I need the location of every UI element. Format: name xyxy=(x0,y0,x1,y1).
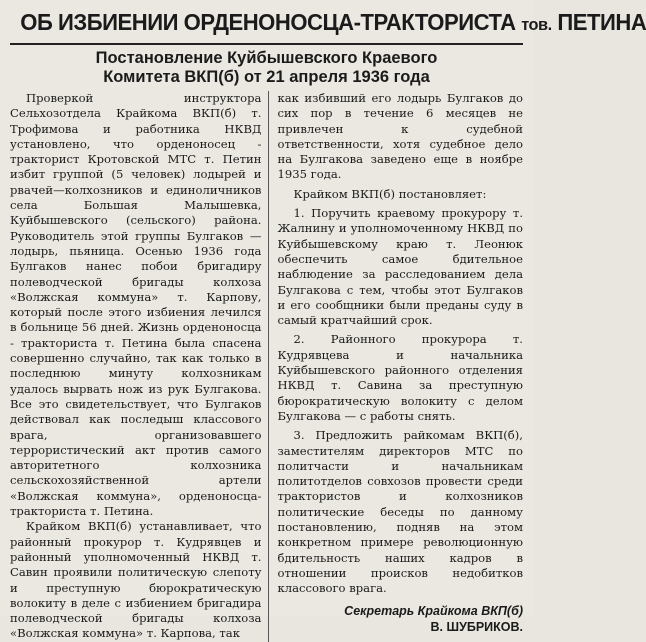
headline-name: ПЕТИНА xyxy=(557,9,646,35)
resolution-item-3: 3. Предложить райкомам ВКП(б), заместителям директоров МТС по политчасти и начальникам политотделов совхозов провести среди трактористов и колхозников политические беседы по данному постановлению, подняв на этом конкретном примере революционную бдительность наших кадров в отношении происков недобитков классового врага. xyxy=(277,428,523,596)
paragraph-resolves: Крайком ВКП(б) постановляет: xyxy=(293,186,487,201)
article-subtitle xyxy=(10,49,523,87)
article-headline xyxy=(20,8,646,39)
subtitle-line-1: Постановление Куйбышевского Краевого xyxy=(95,49,438,67)
signature-title: Секретарь Крайкома ВКП(б) xyxy=(344,603,523,618)
paragraph-committee-establishes: Крайком ВКП(б) устанавливает, что районный прокурор т. Кудрявцев и районный уполномоченный НКВД т. Савин проявили политическую слепоту и преступную бюрократическую волокиту в деле с избиением бригадира полеводческой бригады колхоза «Волжская коммуна» т. Карпова, так xyxy=(10,519,262,641)
headline-abbrev: тов. xyxy=(521,15,552,34)
paragraph-findings: Проверкой инструктора Сельхозотдела Крайкома ВКП(б) т. Трофимова и работника НКВД установлено, что орденоносец - тракторист Кротовской МТС т. Петин избит группой (5 человек) лодырей и рвачей—колхозников и единоличников села Большая Малышевка, Куйбышевского (сельского) района. Руководитель этой группы Булгаков — лодырь, пьяница. Осенью 1936 года Булгаков нанес побои бригадиру полеводческой бригады колхоза «Волжская коммуна» т. Карпову, который после этого избиения лечился в больнице 56 дней. Жизнь орденоносца - тракториста т. Петина была спасена совершенно случайно, так как только в последнюю минуту колхозникам удалось вырвать нож из рук Булгакова. Все это свидетельствует, что Булгаков действовал как последыш классового врага, организовавшего террористический акт против самого авторитетного колхозника сельскохозяйственной артели «Волжская коммуна», орденоносца-тракториста т. Петина. xyxy=(10,91,262,519)
headline-rule xyxy=(10,43,523,45)
right-column xyxy=(269,91,523,635)
signature-name: В. ШУБРИКОВ. xyxy=(430,619,523,634)
paragraph-continuation: как избивший его лодырь Булгаков до сих пор в течение 6 месяцев не привлечен к судебной ответственности, хотя судебное дело на Булгакова заведено еще в ноябре 1935 года. xyxy=(277,91,523,182)
signature-block xyxy=(277,603,523,635)
left-column xyxy=(10,91,269,642)
subtitle-line-2: Комитета ВКП(б) от 21 апреля 1936 года xyxy=(103,68,430,86)
resolution-item-1: 1. Поручить краевому прокурору т. Жалнину и уполномоченному НКВД по Куйбышевскому краю т. Леонюк обеспечить самое бдительное наблюдение за расследованием дела Булгакова с тем, чтобы этот Булгаков и его сообщники были преданы суду в самый кратчайший срок. xyxy=(277,206,523,328)
article-body xyxy=(10,91,523,642)
resolution-item-2: 2. Районного прокурора т. Кудрявцева и начальника Куйбышевского районного отделения НКВД т. Савина за преступную бюрократическую волокиту с делом Булгакова — с работы снять. xyxy=(277,332,523,423)
headline-main: ОБ ИЗБИЕНИИ ОРДЕНОНОСЦА-ТРАКТОРИСТА xyxy=(20,9,516,35)
